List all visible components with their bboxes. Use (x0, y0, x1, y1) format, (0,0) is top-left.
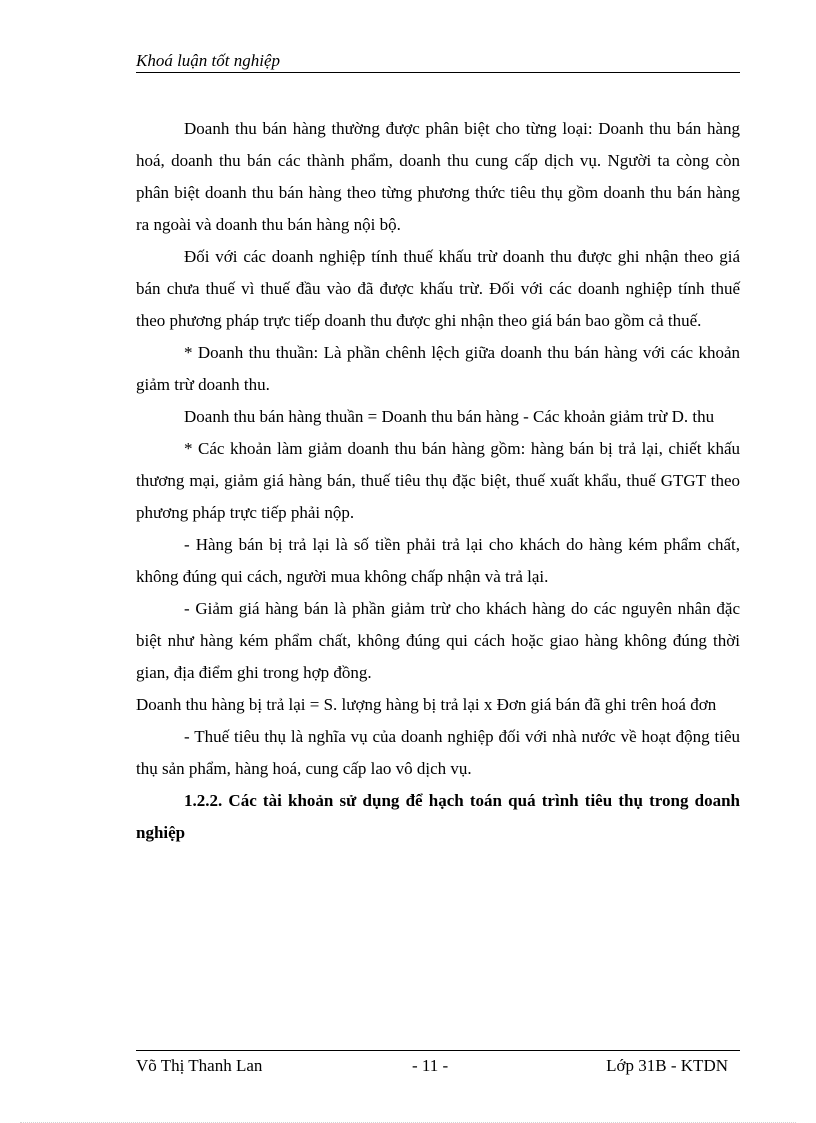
footer-page-number: - 11 - (412, 1056, 449, 1075)
section-heading-1-2-2: 1.2.2. Các tài khoản sử dụng để hạch toán quá trình tiêu thụ trong doanh nghiệp (136, 791, 740, 842)
paragraph-sales-discounts: - Giảm giá hàng bán là phần giảm trừ cho khách hàng do các nguyên nhân đặc biệt như hàng kém phẩm chất, không đúng qui cách hoặc giao hàng không đúng thời gian, địa điểm ghi trong hợp đồng. (136, 599, 740, 682)
page-footer (136, 1050, 740, 1077)
paragraph-revenue-recognition: Đối với các doanh nghiệp tính thuế khấu trừ doanh thu được ghi nhận theo giá bán chưa thuế vì thuế đầu vào đã được khấu trừ. Đối với các doanh nghiệp tính thuế theo phương pháp trực tiếp doanh thu được ghi nhận theo giá bán bao gồm cả thuế. (136, 247, 740, 330)
paragraph-sales-returns: - Hàng bán bị trả lại là số tiền phải trả lại cho khách do hàng kém phẩm chất, không đúng qui cách, người mua không chấp nhận và trả lại. (136, 535, 740, 586)
page-body (136, 113, 740, 849)
paragraph-revenue-deductions: * Các khoản làm giảm doanh thu bán hàng gồm: hàng bán bị trả lại, chiết khấu thương mại, giảm giá hàng bán, thuế tiêu thụ đặc biệt, thuế xuất khẩu, thuế GTGT theo phương pháp trực tiếp phải nộp. (136, 439, 740, 522)
footer-class-info: Lớp 31B - KTDN (606, 1056, 728, 1075)
formula-net-revenue: Doanh thu bán hàng thuần = Doanh thu bán hàng - Các khoản giảm trừ D. thu (184, 407, 715, 426)
paragraph-revenue-types: Doanh thu bán hàng thường được phân biệt cho từng loại: Doanh thu bán hàng hoá, doanh thu bán các thành phẩm, doanh thu cung cấp dịch vụ. Người ta còng còn phân biệt doanh thu bán hàng theo từng phương thức tiêu thụ gồm doanh thu bán hàng ra ngoài và doanh thu bán hàng nội bộ. (136, 119, 740, 234)
footer-author: Võ Thị Thanh Lan (136, 1056, 263, 1075)
header-title: Khoá luận tốt nghiệp (136, 51, 281, 70)
formula-returned-goods: Doanh thu hàng bị trả lại = S. lượng hàng bị trả lại x Đơn giá bán đã ghi trên hoá đơn (136, 695, 717, 714)
paragraph-consumption-tax: - Thuế tiêu thụ là nghĩa vụ của doanh nghiệp đối với nhà nước về hoạt động tiêu thụ sản phẩm, hàng hoá, cung cấp lao vô dịch vụ. (136, 727, 740, 778)
paragraph-net-revenue-definition: * Doanh thu thuần: Là phần chênh lệch giữa doanh thu bán hàng với các khoản giảm trừ doanh thu. (136, 343, 740, 394)
page-header (136, 50, 740, 73)
